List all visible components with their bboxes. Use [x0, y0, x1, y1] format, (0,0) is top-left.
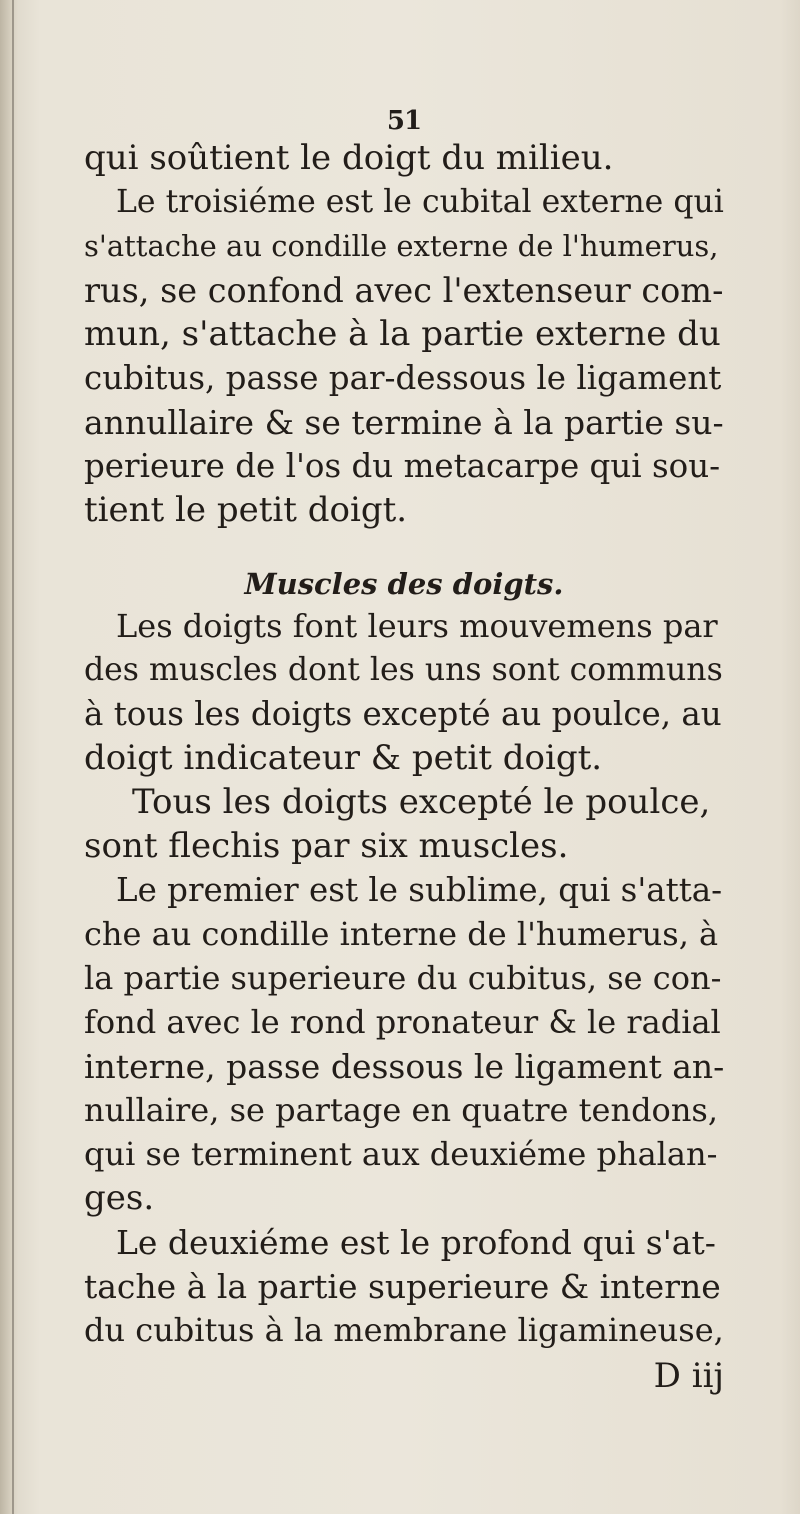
text-line: tient le petit doigt.: [84, 490, 408, 530]
text-line: Le troisiéme est le cubital externe qui: [116, 184, 724, 220]
text-line: qui soûtient le doigt du milieu.: [84, 138, 614, 178]
page-spine-shadow: [0, 0, 18, 1514]
text-line: interne, passe dessous le ligament an-: [84, 1047, 725, 1086]
text-line: du cubitus à la membrane ligamineuse,: [84, 1311, 724, 1349]
text-line: fond avec le rond pronateur & le radial: [84, 1003, 721, 1041]
text-line: rus, se confond avec l'extenseur com-: [84, 271, 724, 310]
text-line: ges.: [84, 1178, 155, 1218]
gutter-line: [12, 0, 14, 1514]
page-number: 51: [386, 106, 422, 136]
text-line: perieure de l'os du metacarpe qui sou-: [84, 447, 721, 485]
text-line: Tous les doigts excepté le poulce,: [132, 782, 711, 822]
signature-mark: D iij: [653, 1356, 724, 1396]
section-heading: Muscles des doigts.: [244, 567, 564, 601]
text-line: à tous les doigts excepté au poulce, au: [84, 695, 722, 733]
text-line: doigt indicateur & petit doigt.: [84, 738, 603, 778]
text-line: Le premier est le sublime, qui s'atta-: [116, 871, 723, 909]
text-line: sont flechis par six muscles.: [84, 826, 569, 866]
text-line: des muscles dont les uns sont communs: [84, 652, 723, 688]
text-line: tache à la partie superieure & interne: [84, 1267, 721, 1306]
text-line: annullaire & se termine à la partie su-: [84, 403, 724, 442]
text-line: che au condille interne de l'humerus, à: [84, 915, 719, 953]
text-line: s'attache au condille externe de l'humerus,: [84, 229, 719, 263]
text-line: qui se terminent aux deuxiéme phalan-: [84, 1135, 718, 1173]
text-line: mun, s'attache à la partie externe du: [84, 314, 721, 354]
text-line: Le deuxiéme est le profond qui s'at-: [116, 1223, 716, 1262]
text-line: la partie superieure du cubitus, se con-: [84, 959, 722, 997]
text-line: cubitus, passe par-dessous le ligament: [84, 359, 722, 397]
text-line: nullaire, se partage en quatre tendons,: [84, 1091, 719, 1129]
text-line: Les doigts font leurs mouvemens par: [116, 607, 718, 645]
